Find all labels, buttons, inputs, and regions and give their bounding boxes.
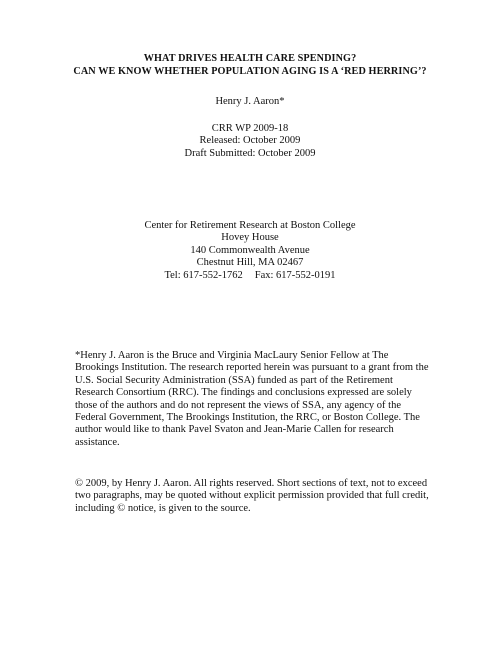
footnote-line: author would like to thank Pavel Svaton and Jean-Marie Callen for research [75, 424, 394, 436]
copyright-line: including © notice, is given to the source. [75, 502, 251, 514]
institution-city: Chestnut Hill, MA 02467 [196, 257, 304, 269]
footnote-line: those of the authors and do not represent the views of SSA, any agency of the [75, 399, 402, 411]
institution-building: Hovey House [221, 232, 279, 244]
copyright-line: © 2009, by Henry J. Aaron. All rights reserved. Short sections of text, not to exceed [75, 478, 428, 489]
telephone: Tel: 617-552-1762 [164, 269, 243, 281]
footnote-line: Federal Government, The Brookings Institution, the RRC, or Boston College. The [75, 412, 420, 424]
footnote-line: Research Consortium (RRC). The findings and conclusions expressed are solely [75, 387, 412, 399]
copyright-line: two paragraphs, may be quoted without explicit permission provided that full credit, [75, 490, 429, 502]
footnote-line: assistance. [75, 436, 120, 448]
contact-line [0, 270, 500, 282]
release-date: Released: October 2009 [199, 135, 301, 147]
copyright-notice [75, 478, 433, 515]
submission-date: Draft Submitted: October 2009 [184, 147, 316, 159]
footnote-line: *Henry J. Aaron is the Bruce and Virginia MacLaury Senior Fellow at The [75, 350, 389, 361]
author-footnote [75, 350, 433, 449]
institution-address [0, 220, 500, 282]
institution-street: 140 Commonwealth Avenue [190, 244, 310, 256]
footnote-line: Brookings Institution. The research reported herein was pursuant to a grant from the [75, 362, 429, 374]
title-line-1: WHAT DRIVES HEALTH CARE SPENDING? [143, 53, 357, 64]
author-name: Henry J. Aaron* [215, 96, 285, 107]
title-line-2: CAN WE KNOW WHETHER POPULATION AGING IS A ‘RED HERRING’? [73, 66, 427, 77]
working-paper-number: CRR WP 2009-18 [211, 123, 289, 134]
footnote-line: U.S. Social Security Administration (SSA) funded as part of the Retirement [75, 374, 393, 386]
institution-name: Center for Retirement Research at Boston College [144, 220, 356, 231]
fax: Fax: 617-552-0191 [254, 269, 336, 281]
working-paper-info [0, 123, 500, 160]
paper-title [0, 52, 500, 78]
